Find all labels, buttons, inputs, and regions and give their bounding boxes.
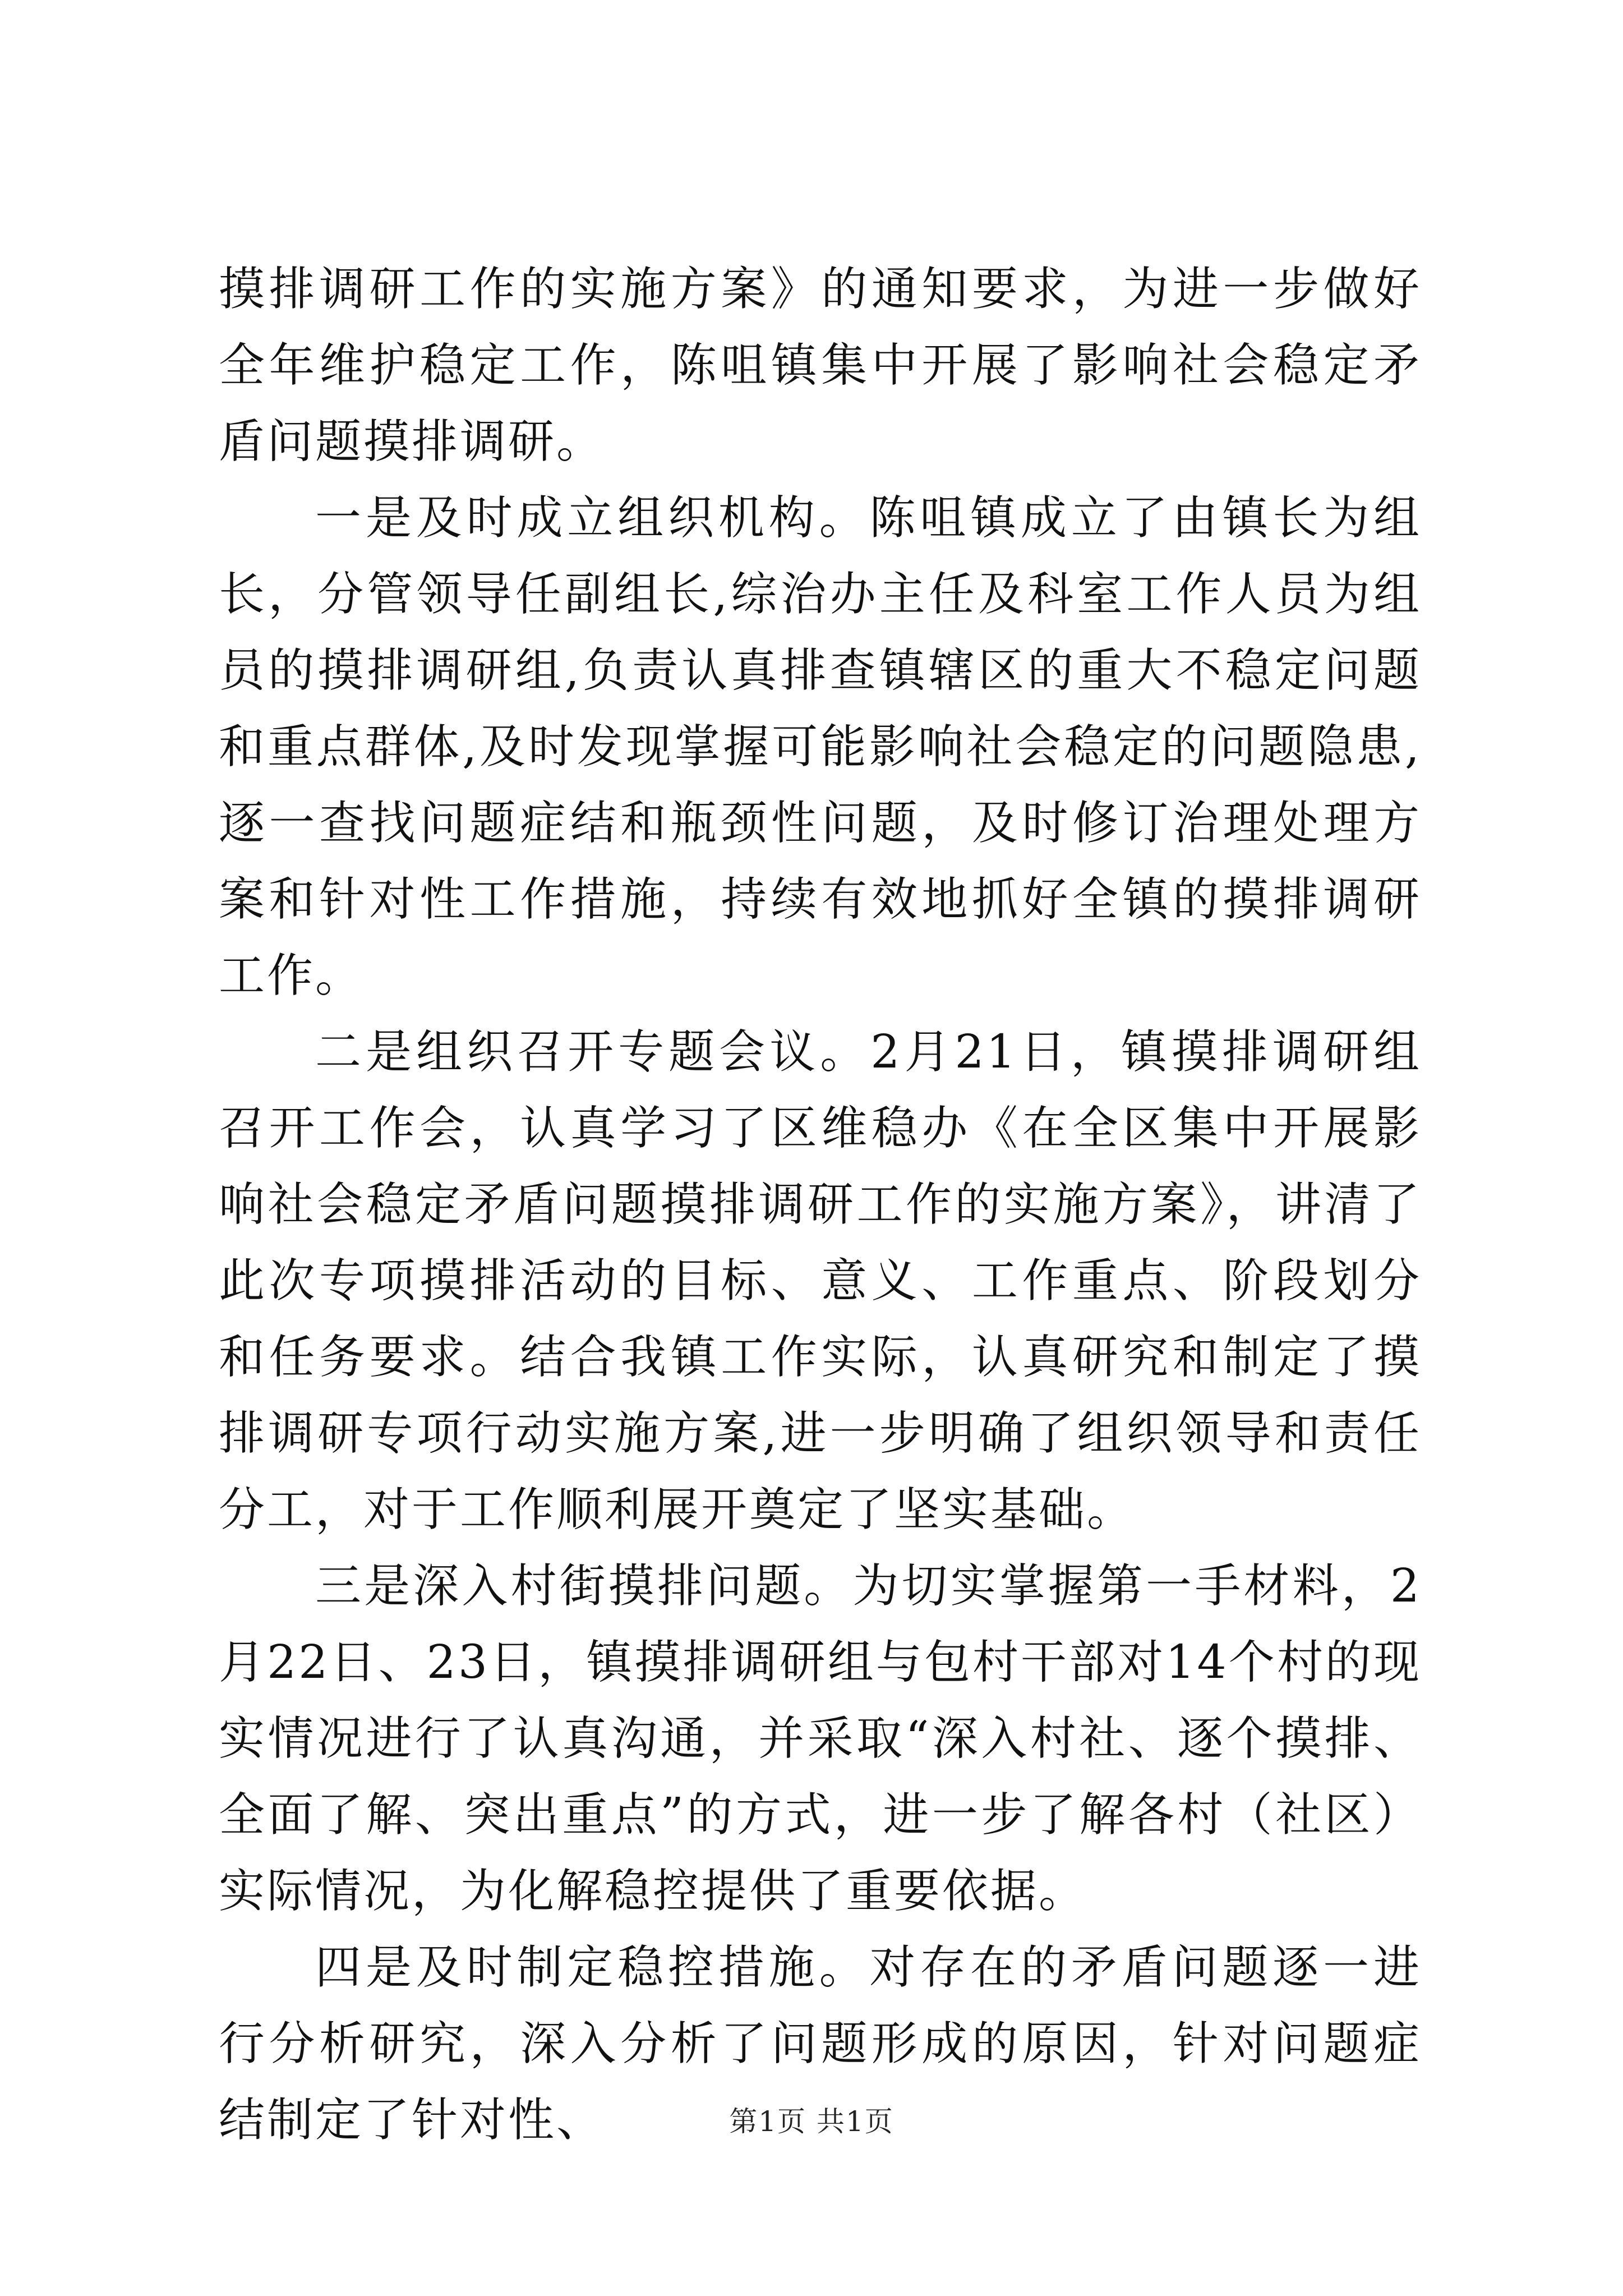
paragraph-meeting: 二是组织召开专题会议。2月21日，镇摸排调研组召开工作会，认真学习了区维稳办《在全区集中开展影响社会稳定矛盾问题摸排调研工作的实施方案》，讲清了此次专项摸排活动的目标、意义、工作重点、阶段划分和任务要求。结合我镇工作实际，认真研究和制定了摸排调研专项行动实施方案,进一步明确了组织领导和责任分工，对于工作顺利展开奠定了坚实基础。 [219, 1025, 1422, 1536]
paragraph-organization: 一是及时成立组织机构。陈咀镇成立了由镇长为组长，分管领导任副组长,综治办主任及科室工作人员为组员的摸排调研组,负责认真排查镇辖区的重大不稳定问题和重点群体,及时发现掌握可能影响社会稳定的问题隐患,逐一查找问题症结和瓶颈性问题，及时修订治理处理方案和针对性工作措施，持续有效地抓好全镇的摸排调研工作。 [219, 491, 1422, 1002]
paragraph-intro-continuation: 摸排调研工作的实施方案》的通知要求，为进一步做好全年维护稳定工作，陈咀镇集中开展了影响社会稳定矛盾问题摸排调研。 [219, 263, 1422, 468]
paragraph-village-survey: 三是深入村街摸排问题。为切实掌握第一手材料，2月22日、23日，镇摸排调研组与包村干部对14个村的现实情况进行了认真沟通，并采取“深入村社、逐个摸排、全面了解、突出重点”的方式，进一步了解各村（社区）实际情况，为化解稳控提供了重要依据。 [219, 1559, 1422, 1918]
document-body [219, 251, 1422, 2159]
page-footer: 第1页 共1页 [729, 2105, 894, 2138]
paragraph-control-measures: 四是及时制定稳控措施。对存在的矛盾问题逐一进行分析研究，深入分析了问题形成的原因，针对问题症结制定了针对性、 [219, 1941, 1422, 2147]
